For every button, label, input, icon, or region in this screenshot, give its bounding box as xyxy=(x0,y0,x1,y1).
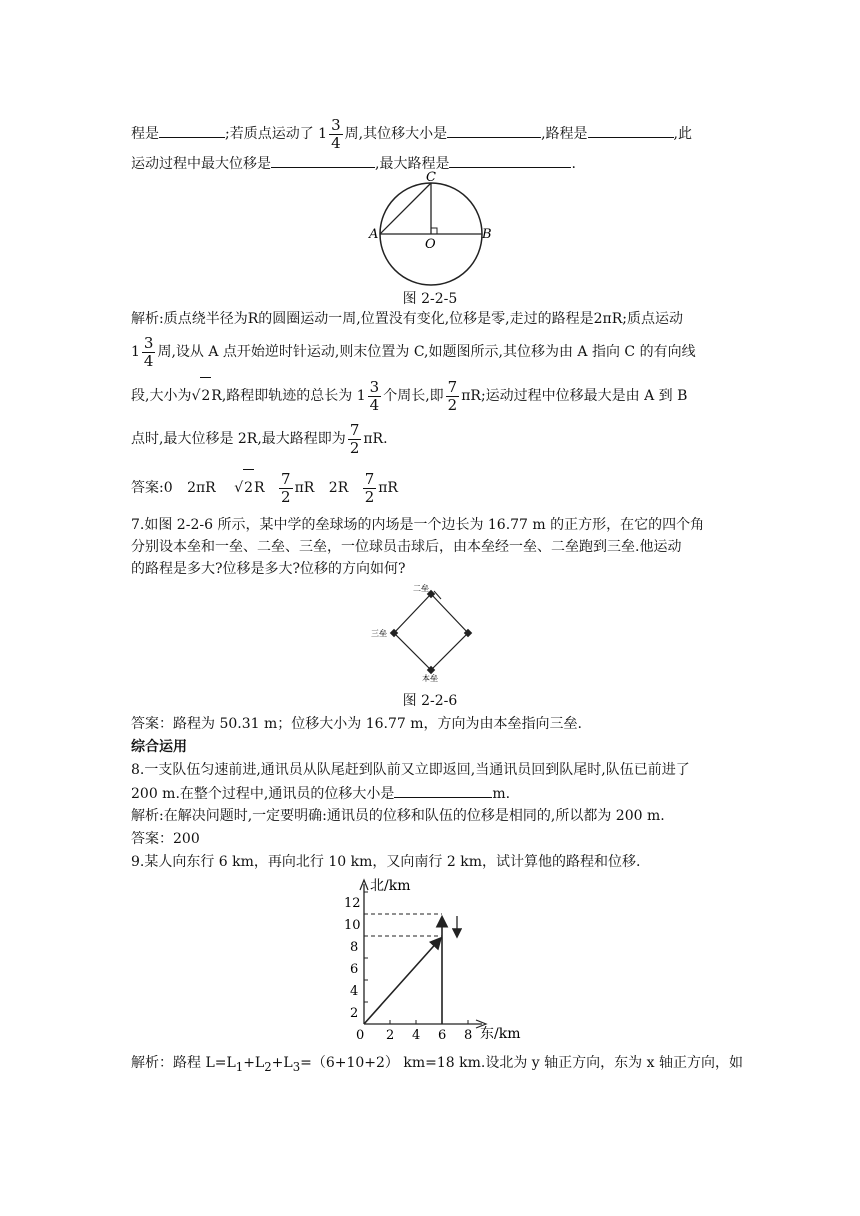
text: =（6+10+2） km=18 km.设北为 y 轴正方向，东为 x 轴正方向，如 xyxy=(300,1055,743,1071)
figure-caption: 图 2-2-5 xyxy=(402,291,458,307)
section-heading: 综合运用 xyxy=(131,739,187,755)
x-tick-label: 8 xyxy=(464,1028,473,1043)
x-axis-label: 东/km xyxy=(480,1026,521,1042)
text: +L xyxy=(243,1055,265,1071)
fraction-three-quarters xyxy=(329,117,343,152)
sqrt-sign: √ xyxy=(191,388,201,404)
text: 2R xyxy=(328,480,349,496)
text: ;若质点运动了 xyxy=(225,126,314,142)
q7-line-1: 7.如图 2-2-6 所示，某中学的垒球场的内场是一个边长为 16.77 m 的正方形，在它的四个角 xyxy=(131,517,705,533)
figure-2-2-5 xyxy=(360,168,500,286)
y-tick-label: 8 xyxy=(350,940,359,955)
y-tick-label: 6 xyxy=(350,962,359,977)
displacement-arrow xyxy=(364,939,440,1024)
y-tick-label: 10 xyxy=(344,918,361,933)
q7-line-2: 分别设本垒和一垒、二垒、三垒，一位球员击球后，由本垒经一垒、二垒跑到三垒.他运动 xyxy=(131,539,682,555)
analysis-line-2 xyxy=(131,334,696,370)
numerator: 7 xyxy=(447,377,458,396)
numerator: 3 xyxy=(331,115,341,134)
denominator: 4 xyxy=(331,133,341,152)
text: 点时,最大位移是 2R,最大路程即为 xyxy=(131,431,346,447)
numerator: 3 xyxy=(143,333,154,352)
answer-7: 答案：路程为 50.31 m；位移大小为 16.77 m，方向为由本垒指向三垒. xyxy=(131,716,582,732)
analysis-line-3 xyxy=(131,377,687,413)
text: . xyxy=(571,156,576,172)
q8-line-1: 8.一支队伍匀速前进,通讯员从队尾赶到队前又立即返回,当通讯员回到队尾时,队伍已前进了 xyxy=(131,762,690,778)
q8-analysis: 解析:在解决问题时,一定要明确:通讯员的位移和队伍的位移是相同的,所以都为 200 m. xyxy=(131,808,665,824)
denominator: 2 xyxy=(364,487,375,506)
label-c: C xyxy=(426,170,436,185)
sqrt-sign: √ xyxy=(234,480,244,496)
text: R xyxy=(254,480,265,496)
label-second-base: 二垒 xyxy=(413,584,429,593)
subscript: 3 xyxy=(292,1059,301,1074)
q6-line-1 xyxy=(131,116,692,152)
right-angle-mark xyxy=(431,228,437,234)
label-third-base: 三垒 xyxy=(371,629,387,638)
fraction-seven-halves xyxy=(446,379,460,414)
figure-2-2-6 xyxy=(362,582,492,684)
q8-answer: 答案：200 xyxy=(131,831,200,847)
fraction-three-quarters xyxy=(142,335,156,370)
figure-caption: 图 2-2-6 xyxy=(402,693,458,709)
answer-blank xyxy=(394,783,492,798)
text: πR;运动过程中位移最大是由 A 到 B xyxy=(461,388,688,404)
text: 个周长,即 xyxy=(383,388,444,404)
answer-blank xyxy=(159,123,225,138)
fraction-seven-halves xyxy=(348,422,362,457)
text: 2πR xyxy=(187,480,216,496)
text: ,此 xyxy=(673,126,692,142)
text: m. xyxy=(492,786,511,802)
text: 周,其位移大小是 xyxy=(344,126,448,142)
text: 程是 xyxy=(131,126,159,142)
denominator: 4 xyxy=(143,351,154,370)
label-o: O xyxy=(425,237,436,252)
text: 解析：路程 L=L xyxy=(131,1055,236,1071)
x-tick-label: 6 xyxy=(438,1028,447,1043)
text: πR. xyxy=(363,431,388,447)
denominator: 2 xyxy=(447,395,458,414)
x-tick-label: 2 xyxy=(386,1028,395,1043)
label-b: B xyxy=(482,227,492,242)
text: πR xyxy=(294,480,315,496)
y-tick-label: 4 xyxy=(350,984,359,999)
sqrt-radicand: 2 xyxy=(200,377,211,414)
fraction-three-quarters xyxy=(368,379,382,414)
subscript: 2 xyxy=(264,1059,272,1074)
text: 答案:0 xyxy=(131,480,173,496)
numerator: 3 xyxy=(369,377,380,396)
q9-line-1: 9.某人向东行 6 km，再向北行 10 km，又向南行 2 km，试计算他的路程和位移. xyxy=(131,854,641,870)
text: 周,设从 A 点开始逆时针运动,则末位置为 C,如题图所示,其位移为由 A 指向 C 的有向线 xyxy=(157,344,696,360)
answer-6 xyxy=(131,469,398,505)
text: +L xyxy=(271,1055,293,1071)
text: 运动过程中最大位移是 xyxy=(131,156,271,172)
fraction-seven-halves xyxy=(363,471,377,506)
text: R,路程即轨迹的总长为 1 xyxy=(211,388,366,404)
y-tick-label: 12 xyxy=(344,896,361,911)
answer-blank xyxy=(271,153,375,168)
denominator: 2 xyxy=(349,438,360,457)
answer-blank xyxy=(447,123,541,138)
label-home-base: 本垒 xyxy=(422,674,438,683)
numerator: 7 xyxy=(364,469,375,488)
q7-line-3: 的路程是多大?位移是多大?位移的方向如何? xyxy=(131,561,406,577)
label-a: A xyxy=(369,227,379,242)
sqrt-radicand: 2 xyxy=(243,469,254,506)
q9-analysis xyxy=(131,1053,743,1077)
text: ,路程是 xyxy=(541,126,588,142)
answer-blank xyxy=(449,153,571,168)
text: 段,大小为 xyxy=(131,388,192,404)
q8-line-2 xyxy=(131,783,510,804)
q6-line-2 xyxy=(131,153,576,174)
text: 200 m.在整个过程中,通讯员的位移大小是 xyxy=(131,786,395,802)
diamond-field xyxy=(394,594,468,670)
analysis-line-1: 解析:质点绕半径为R的圆圈运动一周,位置没有变化,位移是零,走过的路程是2πR;质点运动 xyxy=(131,311,683,327)
text: πR xyxy=(378,480,398,496)
x-tick-label: 4 xyxy=(412,1028,421,1043)
numerator: 7 xyxy=(281,469,291,488)
denominator: 4 xyxy=(369,395,380,414)
figure-q9-coordinate xyxy=(330,872,530,1046)
answer-blank xyxy=(588,123,674,138)
y-tick-label: 2 xyxy=(350,1006,359,1021)
y-axis-label: 北/km xyxy=(370,878,411,894)
text: 1 xyxy=(131,344,140,360)
x-tick-label: 0 xyxy=(356,1028,365,1043)
numerator: 7 xyxy=(349,420,360,439)
text: 1 xyxy=(318,126,328,142)
fraction-seven-halves xyxy=(279,471,293,506)
text: ,最大路程是 xyxy=(375,156,450,172)
analysis-line-4 xyxy=(131,421,388,457)
denominator: 2 xyxy=(281,487,291,506)
subscript: 1 xyxy=(235,1059,244,1074)
